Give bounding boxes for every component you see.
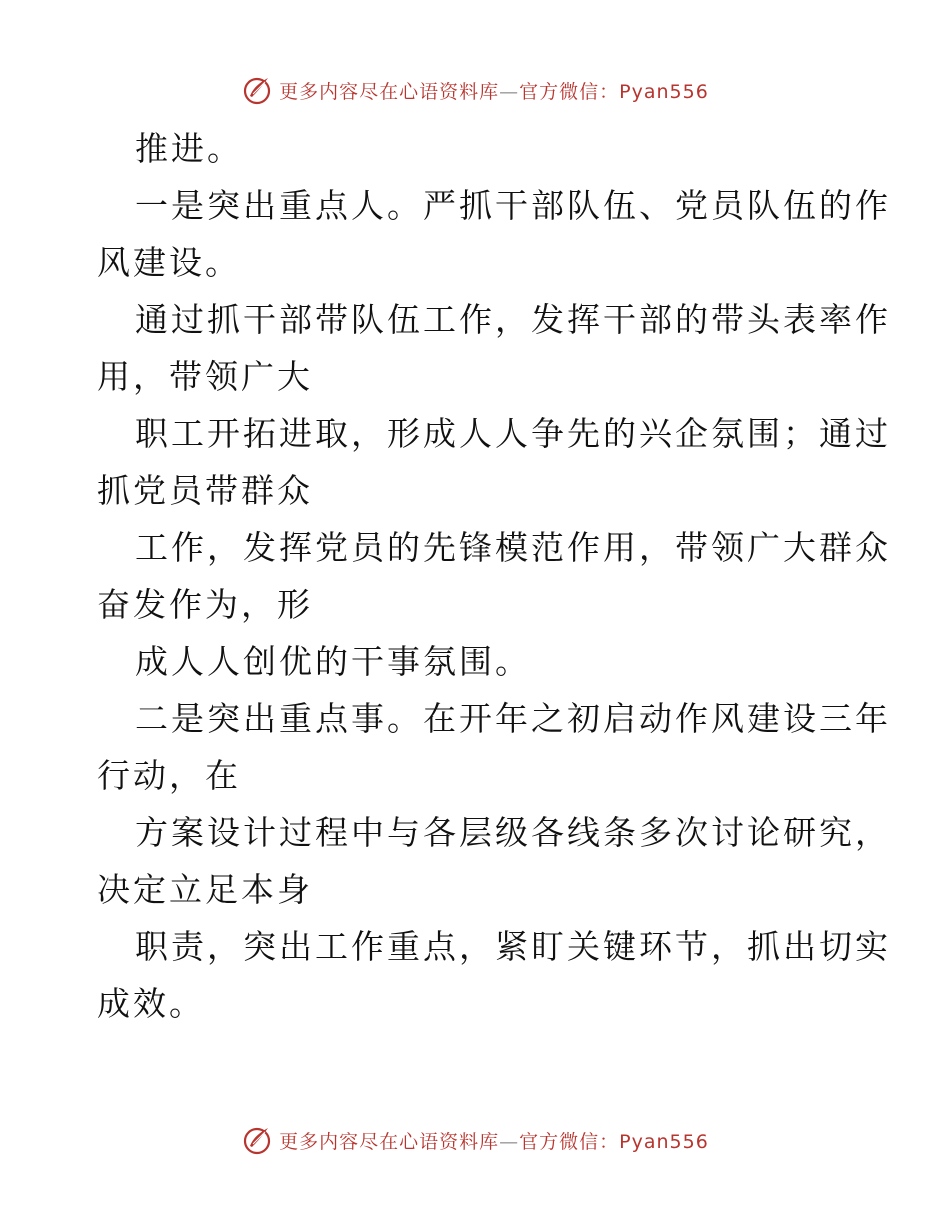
page-footer xyxy=(0,1120,950,1160)
paragraph-line: 方案设计过程中与各层级各线条多次讨论研究， xyxy=(135,813,891,852)
paragraph-line: 行动，在 xyxy=(97,756,241,795)
paragraph-line: 风建设。 xyxy=(97,243,241,282)
header-wechat-text: 官方微信：Pyan556 xyxy=(519,80,709,103)
header-text xyxy=(279,77,709,104)
paragraph-line: 决定立足本身 xyxy=(97,870,313,909)
paragraph-line: 成效。 xyxy=(97,984,205,1023)
paragraph-line: 工作，发挥党员的先锋模范作用，带领广大群众 xyxy=(135,528,891,567)
page-header xyxy=(0,70,950,110)
quill-logo-icon xyxy=(241,1124,273,1156)
footer-separator: — xyxy=(499,1130,520,1153)
paragraph-line: 通过抓干部带队伍工作，发挥干部的带头表率作 xyxy=(135,300,891,339)
paragraph-line: 职工开拓进取，形成人人争先的兴企氛围；通过 xyxy=(135,414,891,453)
footer-site-text: 更多内容尽在心语资料库 xyxy=(279,1130,500,1153)
header-site-text: 更多内容尽在心语资料库 xyxy=(279,80,500,103)
paragraph-line: 用，带领广大 xyxy=(97,357,313,396)
paragraph-line: 成人人创优的干事氛围。 xyxy=(135,642,531,681)
paragraph-line: 奋发作为，形 xyxy=(97,585,313,624)
footer-text xyxy=(279,1127,709,1154)
quill-logo-icon xyxy=(241,74,273,106)
footer-wechat-text: 官方微信：Pyan556 xyxy=(519,1130,709,1153)
document-body xyxy=(97,120,891,1032)
paragraph-line: 二是突出重点事。在开年之初启动作风建设三年 xyxy=(135,699,891,738)
paragraph-line: 一是突出重点人。严抓干部队伍、党员队伍的作 xyxy=(135,186,891,225)
paragraph-line: 职责，突出工作重点，紧盯关键环节，抓出切实 xyxy=(135,927,891,966)
header-separator: — xyxy=(499,80,520,103)
paragraph-line: 抓党员带群众 xyxy=(97,471,313,510)
paragraph-line: 推进。 xyxy=(135,129,243,168)
